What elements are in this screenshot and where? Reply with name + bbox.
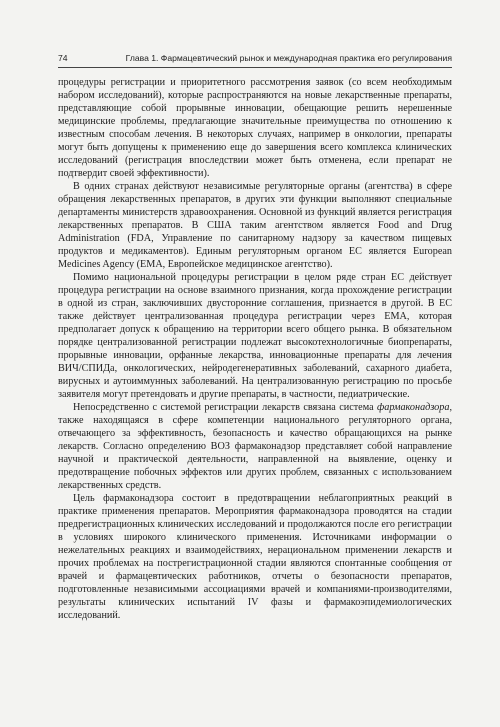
running-header <box>58 52 452 65</box>
term-pharmacovigilance: фармаконадзора <box>377 402 450 413</box>
paragraph-4-end: , также находящаяся в сфере компетенции национального регуляторного органа, отвечающего за эффективность, безопасность и качество обращающихся на рынке лекарств. Согласно определению ВОЗ фармаконадзор представляет собой направление научной и практической деятельности, направленной на выявление, оценку и предотвращение побочных эффектов или других проблем, связанных с использованием лекарственных средств. <box>58 402 452 491</box>
paragraph-3: Помимо национальной процедуры регистрации в целом ряде стран ЕС действует процедура регистрации на основе взаимного признания, когда прохождение регистрации в одной из стран, заключивших двусторонние соглашения, признается в другой. В ЕС также действует централизованная процедура регистрации через EMA, которая предполагает допуск к обращению на территории всего общего рынка. В обязательном порядке централизованной регистрации подлежат высокотехнологичные биопрепараты, прорывные инновации, орфанные лекарства, инновационные препараты для лечения ВИЧ/СПИДа, онкологических, нейродегенеративных заболеваний, сахарного диабета, вирусных и аутоиммунных заболеваний. На централизованную регистрацию по просьбе заявителя могут претендовать и другие препараты, в частности, педиатрические. <box>58 272 452 400</box>
paragraph-4-start: Непосредственно с системой регистрации лекарств связана система <box>73 402 378 413</box>
chapter-title: Глава 1. Фармацевтический рынок и международная практика его регулирования <box>125 53 452 63</box>
page-number: 74 <box>58 53 68 63</box>
header-rule <box>58 67 452 68</box>
paragraph-5: Цель фармаконадзора состоит в предотвращении неблагоприятных реакций в практике применения препаратов. Мероприятия фармаконадзора проводятся на стадии предрегистрационных клинических исследований и продолжаются после его регистрации в условиях широкого клинического применения. Источниками информации о нежелательных реакциях и взаимодействиях, нерациональном применении лекарств и прочих проблемах на пострегистрационной стадии являются спонтанные сообщения от врачей и фармацевтических работников, отчеты о безопасности препаратов, подготовленные независимыми ассоциациями врачей и компаниями-производителями, результаты клинических испытаний IV фазы и фармакоэпидемиологических исследований. <box>58 493 452 621</box>
body-text <box>58 76 452 622</box>
paragraph-1: процедуры регистрации и приоритетного рассмотрения заявок (со всем необходимым набором исследований), которые распространяются на новые лекарственные препараты, представляющие собой прорывные инновации, обещающие решить нерешенные медицинские проблемы, предлагающие значительные преимущества по отношению к известным способам лечения. В некоторых случаях, например в онкологии, препараты могут быть допущены к применению еще до завершения всего комплекса клинических исследований (регистрация впоследствии может быть отменена, если препарат не подтвердит своей эффективности). <box>58 77 452 179</box>
paragraph-4 <box>58 401 452 492</box>
paragraph-2: В одних странах действуют независимые регуляторные органы (агентства) в сфере обращения лекарственных препаратов, в других эти функции выполняют специальные департаменты министерств здравоохранения. Основной из функций является регистрация лекарственных препаратов. В США таким агентством является Food and Drug Administration (FDA, Управление по санитарному надзору за качеством пищевых продуктов и медикаментов). Единым регуляторным органом ЕС является European Medicines Agency (EMA, Европейское медицинское агентство). <box>58 181 452 270</box>
